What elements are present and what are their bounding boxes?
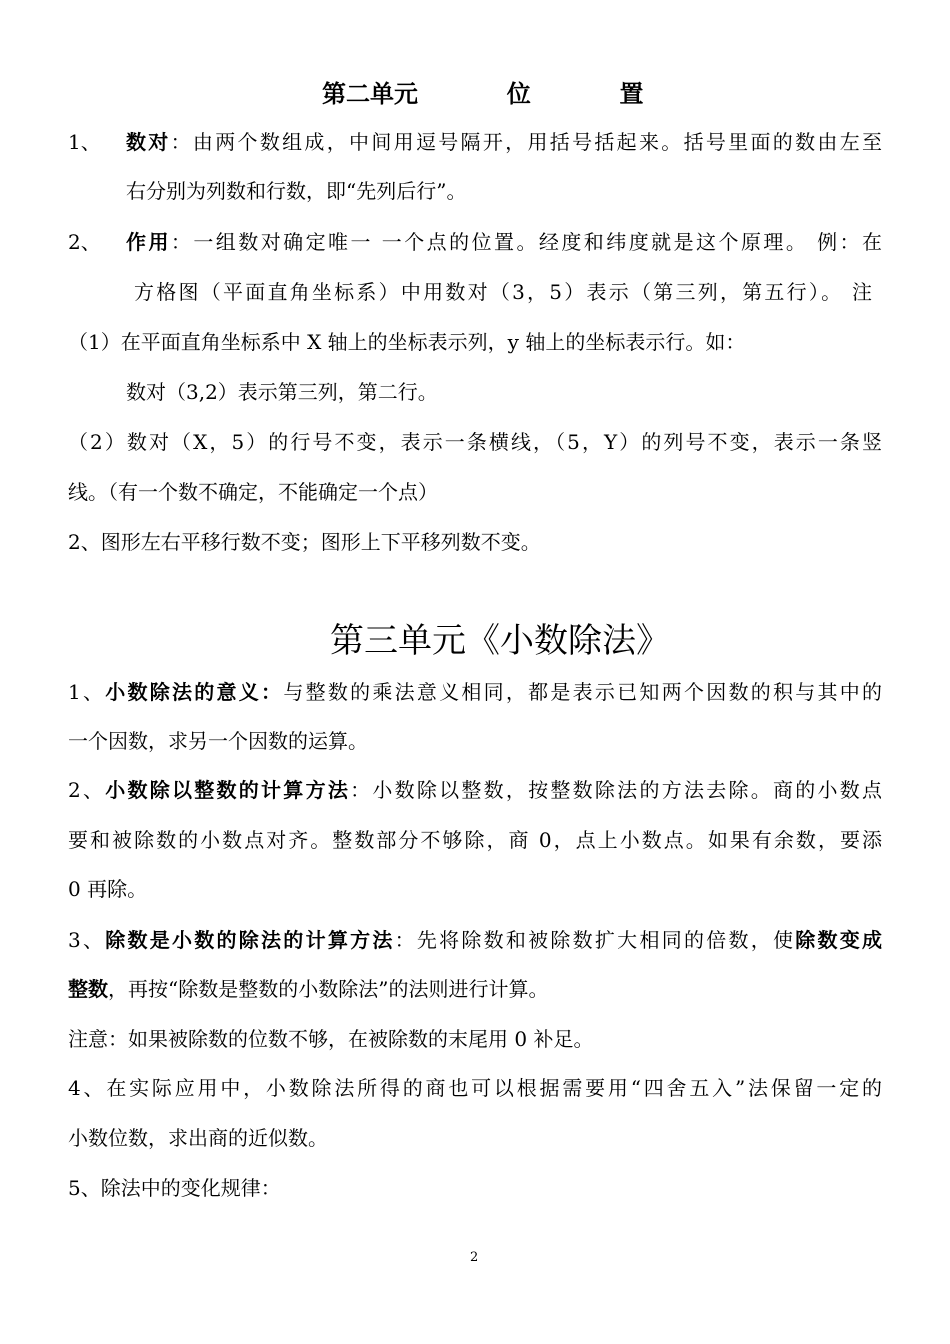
note2-continuation: 线。（有一个数不确定，不能确定一个点） xyxy=(68,480,438,504)
note1-continuation: 数对（3,2）表示第三列，第二行。 xyxy=(126,380,438,404)
item3-line: 2、图形左右平移行数不变；图形上下平移列数不变。 xyxy=(68,530,541,554)
p2-label: 小数除以整数的计算方法 xyxy=(105,778,351,802)
section2-title-unit: 第二单元 xyxy=(322,79,418,108)
item2-number: 2、 xyxy=(68,230,101,254)
page-number: 2 xyxy=(470,1250,479,1265)
item2-text: ：一组数对确定唯一 一个点的位置。经度和纬度就是这个原理。 例：在 xyxy=(170,230,883,254)
p3-label: 除数是小数的除法的计算方法 xyxy=(105,928,395,952)
p4-continuation: 小数位数，求出商的近似数。 xyxy=(68,1126,328,1150)
p3-bold-integer: 整数 xyxy=(68,977,108,1001)
p2-text: ：小数除以整数，按整数除法的方法去除。商的小数点 xyxy=(350,778,883,802)
p2-continuation-2: 0 再除。 xyxy=(68,877,148,901)
p3-continuation xyxy=(68,975,548,1003)
p3-text: ：先将除数和被除数扩大相同的倍数，使 xyxy=(394,928,796,952)
item1-label: 数对 xyxy=(126,130,171,154)
p3-continuation-text: ，再按“除数是整数的小数除法”的法则进行计算。 xyxy=(108,977,549,1001)
p1-continuation: 一个因数，求另一个因数的运算。 xyxy=(68,729,368,753)
note2-line: （2）数对（X，5）的行号不变，表示一条横线，（5，Y）的列号不变，表示一条竖 xyxy=(68,430,882,454)
section2-title xyxy=(322,78,643,110)
section2-title-char2: 置 xyxy=(619,79,644,108)
item1-line xyxy=(126,128,882,156)
item2-continuation: 方格图（平面直角坐标系）中用数对（3，5）表示（第三列，第五行）。 注 xyxy=(134,280,872,304)
p1-number: 1、 xyxy=(68,680,106,704)
p1-line xyxy=(68,678,882,706)
p3-number: 3、 xyxy=(68,928,106,952)
item1-number: 1、 xyxy=(68,130,101,154)
item1-text: ：由两个数组成，中间用逗号隔开，用括号括起来。括号里面的数由左至 xyxy=(170,130,883,154)
section2-title-char1: 位 xyxy=(506,79,531,108)
note-line: 注意：如果被除数的位数不够，在被除数的末尾用 0 补足。 xyxy=(68,1027,594,1051)
item2-label: 作用 xyxy=(126,230,171,254)
p2-number: 2、 xyxy=(68,778,106,802)
p4-line: 4、在实际应用中，小数除法所得的商也可以根据需要用“四舍五入”法保留一定的 xyxy=(68,1076,882,1100)
p5-line: 5、除法中的变化规律： xyxy=(68,1176,281,1200)
item2-line xyxy=(126,228,882,256)
p3-line xyxy=(68,926,882,954)
p1-label: 小数除法的意义： xyxy=(105,680,284,704)
p2-line xyxy=(68,776,882,804)
p2-continuation: 要和被除数的小数点对齐。整数部分不够除，商 0，点上小数点。如果有余数，要添 xyxy=(68,828,882,852)
p3-bold-phrase: 除数变成 xyxy=(795,928,883,952)
p1-text: 与整数的乘法意义相同，都是表示已知两个因数的积与其中的 xyxy=(283,680,883,704)
section3-title: 第三单元《小数除法》 xyxy=(330,621,670,661)
item1-continuation: 右分别为列数和行数，即“先列后行”。 xyxy=(126,179,467,203)
note1-line: （1）在平面直角坐标系中 X 轴上的坐标表示列，y 轴上的坐标表示行。如： xyxy=(68,330,746,354)
